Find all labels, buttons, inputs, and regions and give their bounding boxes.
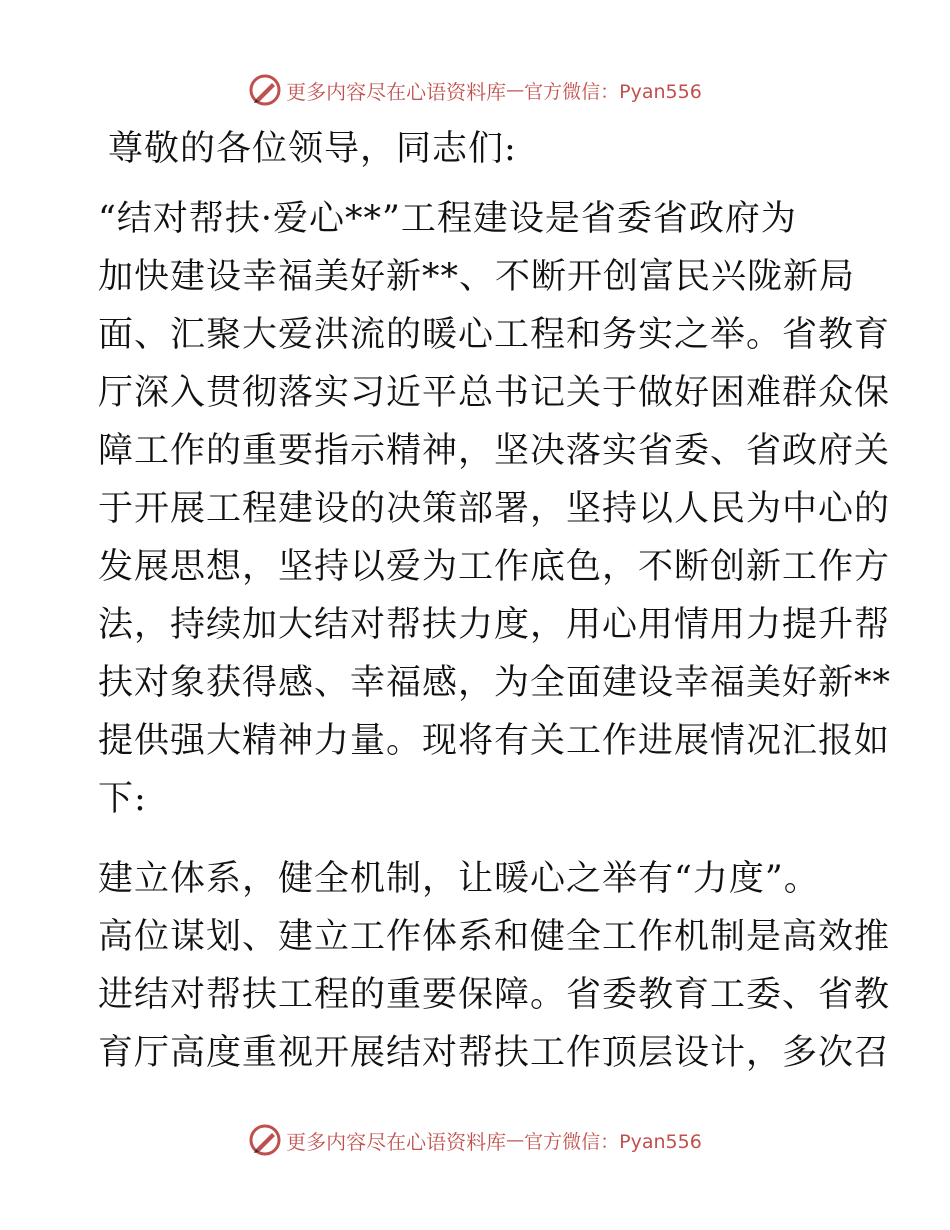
watermark-dash: — [506,1129,525,1151]
paragraph-line: 法，持续加大结对帮扶力度，用心用情用力提升帮 [98,605,891,645]
paragraph-line: 于开展工程建设的决策部署，坚持以人民为中心的 [98,489,891,529]
watermark-wechat: 官方微信：Pyan556 [524,1130,702,1153]
paragraph-line: 扶对象获得感、幸福感，为全面建设幸福美好新** [98,663,892,703]
paragraph-line: 发展思想，坚持以爱为工作底色，不断创新工作方 [98,547,891,587]
paragraph-2 [98,850,890,1082]
paragraph-line: 加快建设幸福美好新**、不断开创富民兴陇新局 [98,257,856,297]
header-watermark [0,70,950,110]
paragraph-line: 障工作的重要指示精神，坚决落实省委、省政府关 [98,431,891,471]
pen-logo-icon [248,73,282,107]
paragraph-line: 育厅高度重视开展结对帮扶工作顶层设计，多次召 [98,1033,891,1073]
paragraph-line: 下: [98,779,147,819]
paragraph-line: 提供强大精神力量。现将有关工作进展情况汇报如 [98,721,891,761]
watermark-wechat: 官方微信：Pyan556 [524,80,702,103]
paragraph-line: 进结对帮扶工程的重要保障。省委教育工委、省教 [98,975,891,1015]
paragraph-line: 面、汇聚大爱洪流的暖心工程和务实之举。省教育 [98,315,891,355]
paragraph-line: 建立体系，健全机制，让暖心之举有“力度”。 [98,859,820,899]
watermark-text: 更多内容尽在心语资料库 [286,79,507,104]
paragraph-1 [98,190,891,828]
watermark-dash: — [506,79,525,101]
paragraph-line: “结对帮扶·爱心**”工程建设是省委省政府为 [98,199,797,239]
footer-watermark [0,1120,950,1160]
paragraph-line: 厅深入贯彻落实习近平总书记关于做好困难群众保 [98,373,891,413]
salutation: 尊敬的各位领导，同志们: [108,129,517,169]
pen-logo-icon [248,1123,282,1157]
watermark-text: 更多内容尽在心语资料库 [286,1129,507,1154]
paragraph-line: 高位谋划、建立工作体系和健全工作机制是高效推 [98,917,891,957]
